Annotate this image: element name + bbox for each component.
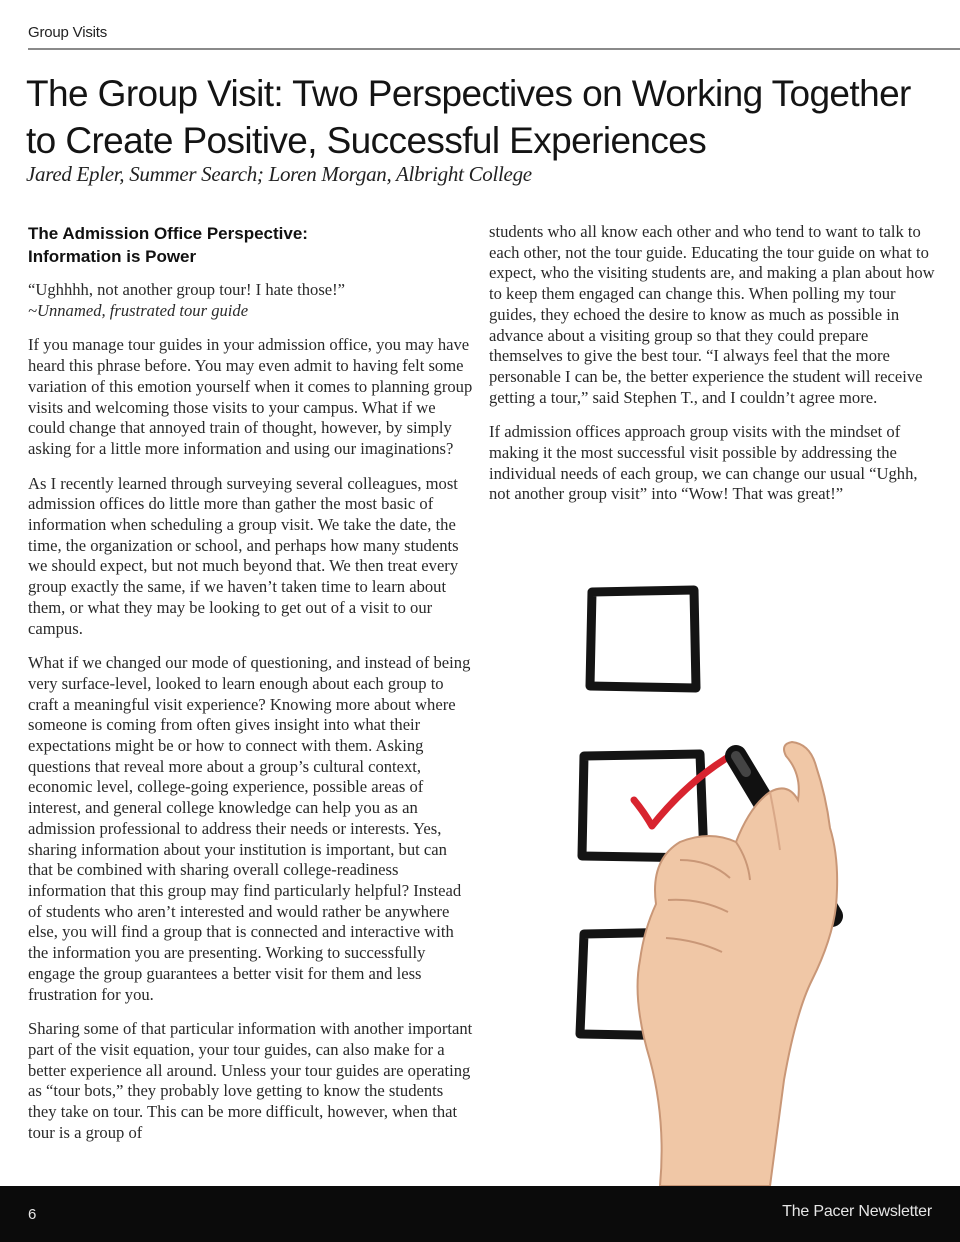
publication-name: The Pacer Newsletter [782,1203,932,1220]
article-byline: Jared Epler, Summer Search; Loren Morgan, Albright College [26,162,532,186]
section-subhead [28,222,474,268]
paragraph: Sharing some of that particular information with another important part of the visit equation, your tour guides, can also make for a better experience all around. Unless your tour guides are operating as “tour bots,” they probably love getting to know the students they take on tour. This can be more difficult, however, when that tour is a group of [28,1019,473,1142]
header-rule [28,48,960,50]
page-footer [0,1186,960,1242]
subhead-line-2: Information is Power [28,247,197,266]
page-number: 6 [28,1206,37,1223]
quote-text: “Ughhhh, not another group tour! I hate those!” [28,280,346,299]
checkbox-empty-icon [590,590,696,688]
section-label: Group Visits [28,24,108,41]
subhead-line-1: The Admission Office Perspective: [28,224,308,243]
paragraph: What if we changed our mode of questioning, and instead of being very surface-level, looked to learn enough about each group to craft a meaningful visit experience? Knowing more about where someone is coming from often gives insight into what their expectations might be or how to connect with them. Asking questions that reveal more about a group’s cultural context, economic level, college-going experience, possible areas of interest, and general college knowledge can help you as an admission professional to address their needs or interests. Yes, sharing information about your institution is important, but can that be combined with sharing overall college-readiness information that this group may find particularly helpful? Instead of students who aren’t interested and would rather be anywhere else, you will find a group that is connected and interactive with the information you are presenting. Working to successfully engage the group guarantees a better visit for them and less frustration for you. [28,653,471,1004]
paragraph: students who all know each other and who tend to want to talk to each other, not the tour guide. Educating the tour guide on what to expect, who the visiting students are, and making a plan about how to keep them engaged can change this. When polling my tour guides, they echoed the desire to know as much as possible in advance about a visiting group so that they could prepare themselves to give the best tour. “I always feel that the more personable I can be, the better experience the student will receive getting a tour,” said Stephen T., and I couldn’t agree more. [489,222,935,407]
check-mark-icon [634,750,740,826]
pull-quote [28,280,474,321]
left-column [28,222,474,1157]
quote-attribution: ~Unnamed, frustrated tour guide [28,300,249,320]
article-title: The Group Visit: Two Perspectives on Working Together to Create Positive, Successful Experiences [26,73,911,161]
paragraph: If you manage tour guides in your admission office, you may have heard this phrase before. You may even admit to having felt some variation of this emotion yourself when it comes to planning group visits and welcoming those visits to your campus. What if we could change that annoyed train of thought, however, by simply asking for a little more information and using our imaginations? [28,335,473,458]
right-column [489,222,939,519]
paragraph: As I recently learned through surveying several colleagues, most admission offices do little more than gather the most basic of information when scheduling a group visit. We take the date, the time, the organization or school, and perhaps how many students we should expect, but not much beyond that. We then treat every group exactly the same, if we haven’t taken time to learn about them, or what they may be looking to get out of a visit to our campus. [28,473,459,638]
checklist-hand-illustration [540,560,960,1186]
paragraph: If admission offices approach group visits with the mindset of making it the most successful visit possible by addressing the individual needs of each group, we can change our usual “Ughh, not another group visit” into “Wow! That was great!” [489,422,918,504]
